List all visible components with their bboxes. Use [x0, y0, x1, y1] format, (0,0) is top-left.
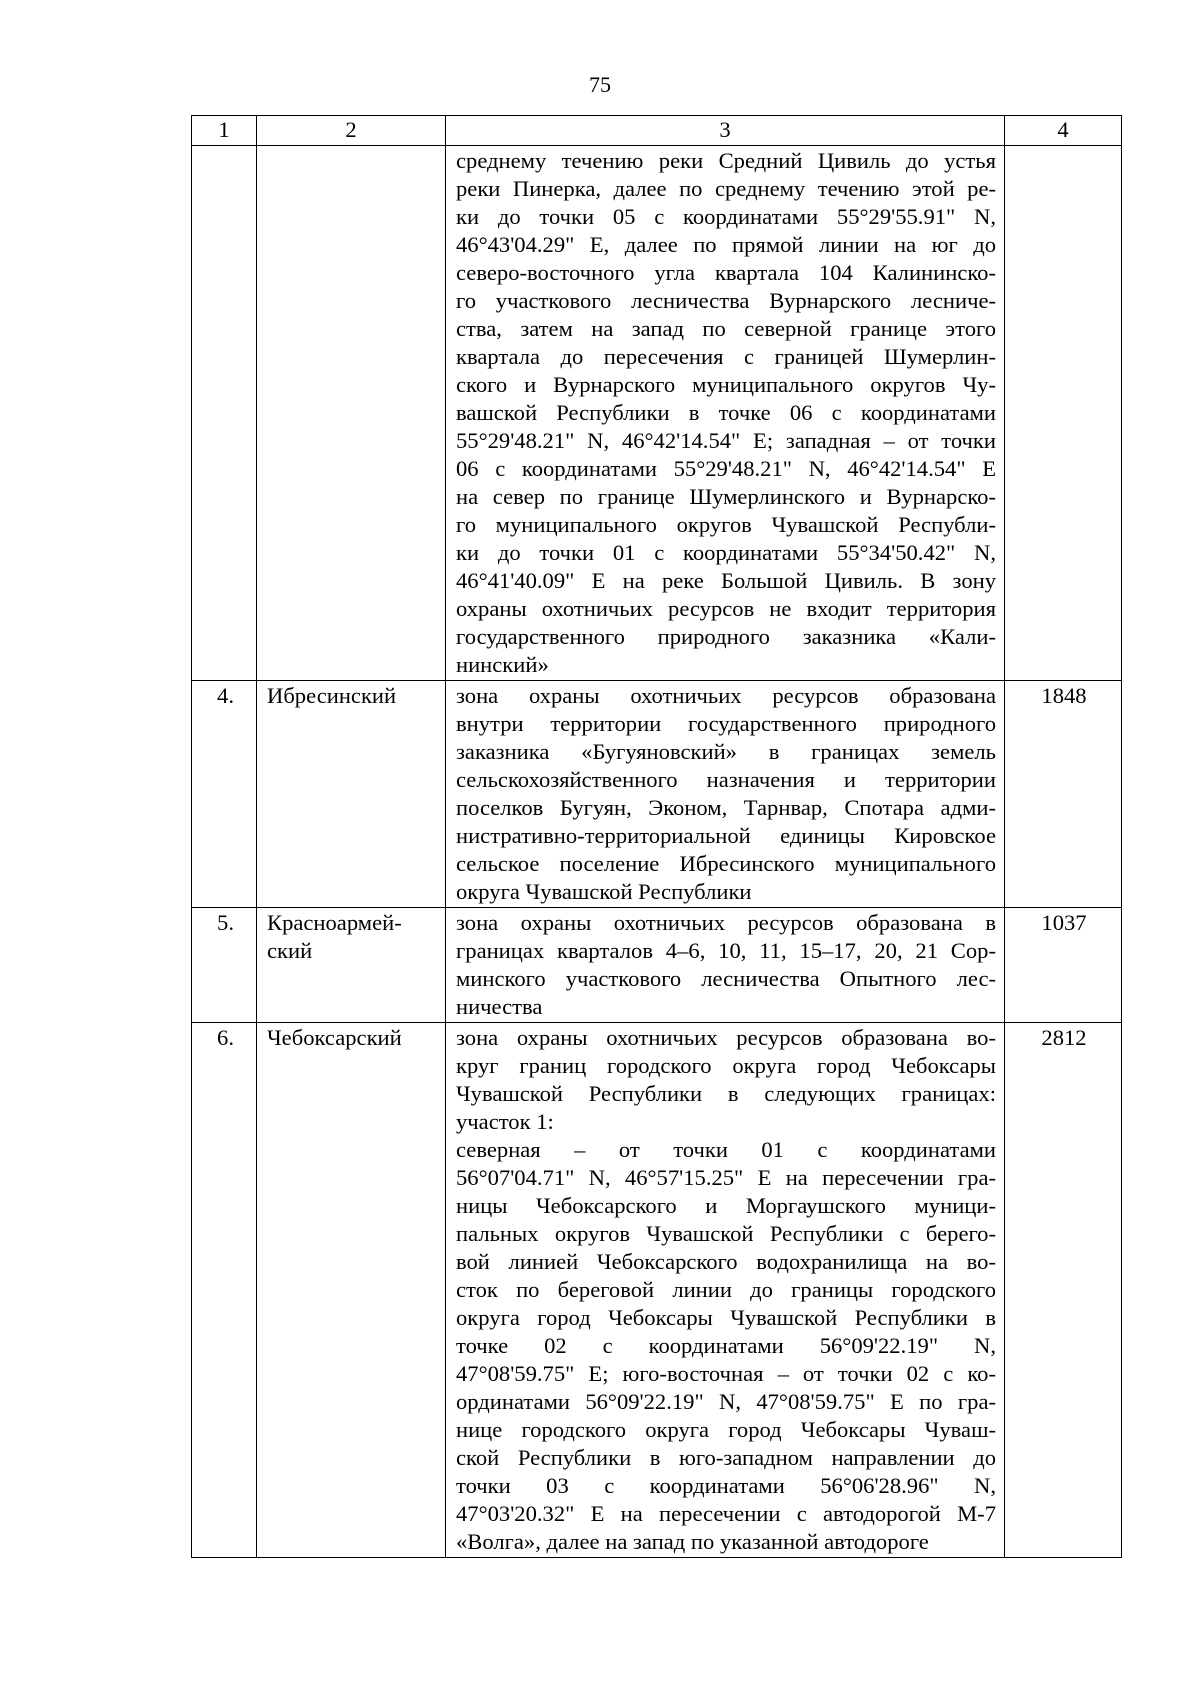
- header-cell-2: 2: [257, 116, 446, 146]
- description-line: на север по границе Шумерлинского и Вурнарско-: [456, 484, 996, 509]
- description-line: ки до точки 01 с координатами 55°34'50.42" N,: [456, 540, 996, 565]
- district-name-cell: [257, 1023, 446, 1558]
- description-line: ординатами 56°09'22.19" N, 47°08'59.75" E по гра-: [456, 1389, 996, 1414]
- description-line: 46°43'04.29" E, далее по прямой линии на юг до: [456, 232, 996, 257]
- description-line: го муниципального округов Чувашской Республи-: [456, 512, 996, 537]
- description-cell: [446, 681, 1005, 908]
- area-cell: 1037: [1005, 908, 1122, 1023]
- table-row: [192, 908, 1122, 1023]
- description-line: среднему течению реки Средний Цивиль до устья: [456, 148, 996, 173]
- description-line: северная – от точки 01 с координатами: [456, 1137, 996, 1162]
- area-cell: 2812: [1005, 1023, 1122, 1558]
- description-line: зона охраны охотничьих ресурсов образована: [456, 683, 996, 708]
- description-line: нинский»: [456, 652, 549, 677]
- page-number: 75: [589, 72, 611, 97]
- description-line: округа город Чебоксары Чувашской Республики в: [456, 1305, 996, 1330]
- district-name-line: Чебоксарский: [267, 1025, 402, 1050]
- description-line: зона охраны охотничьих ресурсов образована в: [456, 910, 996, 935]
- description-line: поселков Бугуян, Эконом, Тарнвар, Спотара адми-: [456, 795, 996, 820]
- description-line: 47°03'20.32" E на пересечении с автодорогой М-7: [456, 1501, 996, 1526]
- row-number-cell: 4.: [192, 681, 257, 908]
- description-line: квартала до пересечения с границей Шумерлин-: [456, 344, 996, 369]
- description-line: 47°08'59.75" E; юго-восточная – от точки 02 с ко-: [456, 1361, 996, 1386]
- row-number-cell: [192, 146, 257, 681]
- description-line: го участкового лесничества Вурнарского лесниче-: [456, 288, 996, 313]
- row-number-cell: 6.: [192, 1023, 257, 1558]
- area-cell: [1005, 146, 1122, 681]
- description-line: ства, затем на запад по северной границе этого: [456, 316, 996, 341]
- table-row: [192, 681, 1122, 908]
- description-line: вой линией Чебоксарского водохранилища на во-: [456, 1249, 996, 1274]
- description-line: ки до точки 05 с координатами 55°29'55.91" N,: [456, 204, 996, 229]
- district-name-cell: [257, 146, 446, 681]
- description-cell: [446, 1023, 1005, 1558]
- description-line: Чувашской Республики в следующих границах:: [456, 1081, 996, 1106]
- description-line: государственного природного заказника «Кали-: [456, 624, 996, 649]
- description-line: округа Чувашской Республики: [456, 879, 752, 904]
- description-cell: [446, 908, 1005, 1023]
- description-line: внутри территории государственного природного: [456, 711, 996, 736]
- district-name-cell: [257, 908, 446, 1023]
- table-header-row: [192, 116, 1122, 146]
- district-name-line: Ибресинский: [267, 683, 397, 708]
- description-line: северо-восточного угла квартала 104 Калининско-: [456, 260, 996, 285]
- description-line: круг границ городского округа город Чебоксары: [456, 1053, 996, 1078]
- description-line: сельское поселение Ибресинского муниципального: [456, 851, 996, 876]
- description-line: точке 02 с координатами 56°09'22.19" N,: [456, 1333, 996, 1358]
- description-line: минского участкового лесничества Опытного лес-: [456, 966, 996, 991]
- description-line: 56°07'04.71" N, 46°57'15.25" E на пересечении гра-: [456, 1165, 996, 1190]
- description-line: ничества: [456, 994, 543, 1019]
- description-line: охраны охотничьих ресурсов не входит территория: [456, 596, 996, 621]
- description-line: «Волга», далее на запад по указанной автодороге: [456, 1529, 929, 1554]
- description-line: ской Республики в юго-западном направлении до: [456, 1445, 996, 1470]
- description-line: реки Пинерка, далее по среднему течению этой ре-: [456, 176, 996, 201]
- data-table: [191, 115, 1122, 1558]
- description-line: заказника «Бугуяновский» в границах земель: [456, 739, 996, 764]
- description-line: 06 с координатами 55°29'48.21" N, 46°42'14.54" E: [456, 456, 996, 481]
- description-line: 55°29'48.21" N, 46°42'14.54" E; западная – от точки: [456, 428, 996, 453]
- description-line: границах кварталов 4–6, 10, 11, 15–17, 20, 21 Сор-: [456, 938, 996, 963]
- district-name-line: Красноармей-: [267, 910, 402, 935]
- header-cell-1: 1: [192, 116, 257, 146]
- district-name-cell: [257, 681, 446, 908]
- description-line: нистративно-территориальной единицы Кировское: [456, 823, 996, 848]
- description-line: пальных округов Чувашской Республики с берего-: [456, 1221, 996, 1246]
- description-cell: [446, 146, 1005, 681]
- description-line: ского и Вурнарского муниципального округов Чу-: [456, 372, 996, 397]
- description-line: зона охраны охотничьих ресурсов образована во-: [456, 1025, 996, 1050]
- description-line: вашской Республики в точке 06 с координатами: [456, 400, 996, 425]
- header-cell-3: 3: [446, 116, 1005, 146]
- description-line: ницы Чебоксарского и Моргаушского муници-: [456, 1193, 996, 1218]
- row-number-cell: 5.: [192, 908, 257, 1023]
- district-name-line: ский: [267, 938, 313, 963]
- description-line: 46°41'40.09" E на реке Большой Цивиль. В зону: [456, 568, 996, 593]
- header-cell-4: 4: [1005, 116, 1122, 146]
- description-line: точки 03 с координатами 56°06'28.96" N,: [456, 1473, 996, 1498]
- description-line: нице городского округа город Чебоксары Чуваш-: [456, 1417, 996, 1442]
- area-cell: 1848: [1005, 681, 1122, 908]
- table-row: [192, 1023, 1122, 1558]
- description-line: участок 1:: [456, 1109, 554, 1134]
- description-line: сельскохозяйственного назначения и территории: [456, 767, 996, 792]
- table-row: [192, 146, 1122, 681]
- description-line: сток по береговой линии до границы городского: [456, 1277, 996, 1302]
